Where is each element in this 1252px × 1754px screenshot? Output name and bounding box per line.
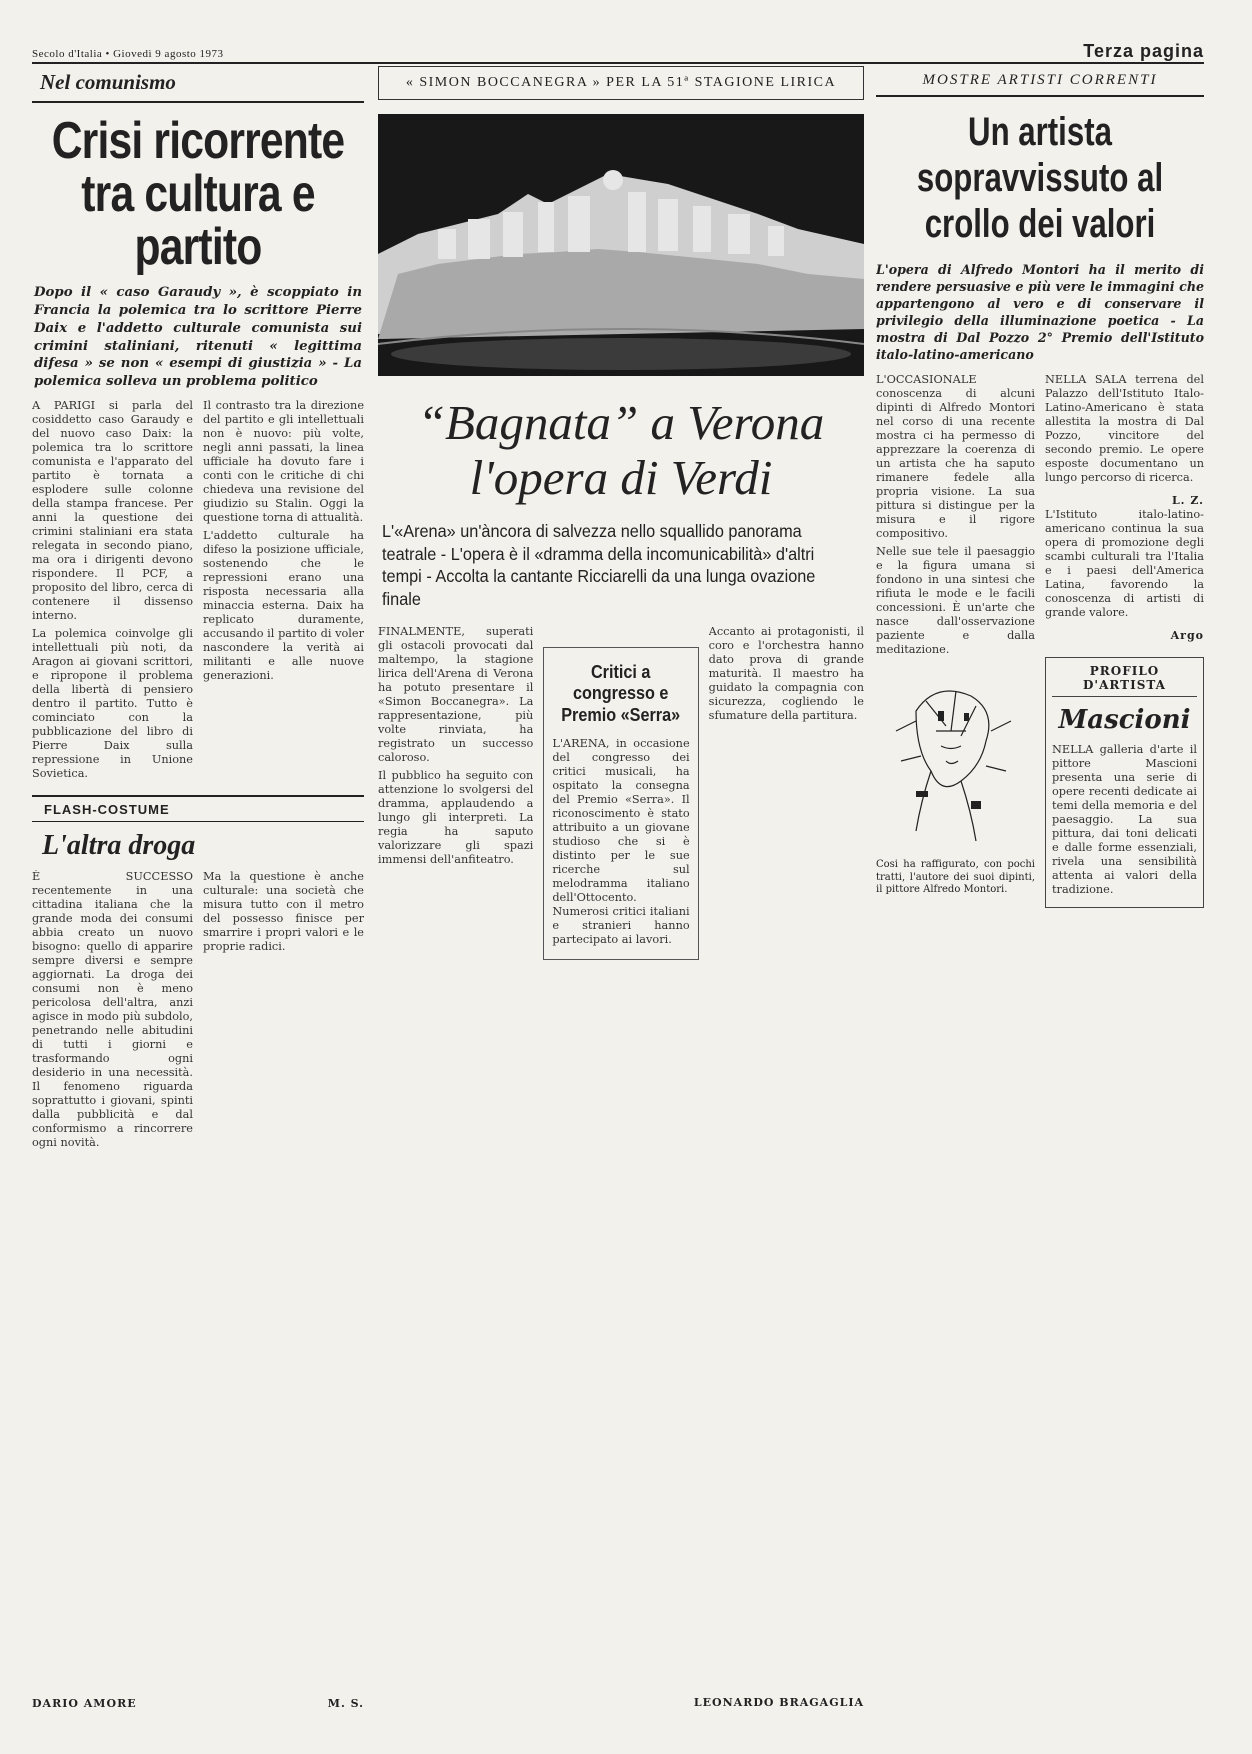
opera-stage-photo xyxy=(378,114,864,376)
article3-kicker: MOSTRE ARTISTI CORRENTI xyxy=(876,66,1204,97)
article1-body-d: L'addetto culturale ha difeso la posizione ufficiale, sostenendo che le repressioni erano una risposta necessaria alla minaccia esterna. Daix ha replicato duramente, accusando il partito di voler nascondere la verità ai militanti e alle nuove generazioni. xyxy=(203,528,364,682)
article2-headline-line1: “Bagnata” a Verona xyxy=(417,395,825,450)
article3-body-d: L'Istituto italo-latino-americano continua la sua opera di promozione degli scambi culturali tra l'Italia e i paesi dell'America Latina, favorendo la conoscenza di artisti di grande valore. xyxy=(1045,508,1204,619)
article3-body-c: NELLA SALA terrena del Palazzo dell'Istituto Italo-Latino-Americano è stata allestita la mostra di Dal Pozzo, vincitore del secondo premio. Le opere esposte documentano un lungo percorso di ricerca. xyxy=(1045,373,1204,484)
profile-body: NELLA galleria d'arte il pittore Mascioni presenta una serie di opere recenti dedicate ai temi della memoria e del paesaggio. La sua pittura, dai toni delicati e dalle forme essenziali, rivela una sensibilità attenta ai valori della tradizione. xyxy=(1052,743,1197,896)
profile-kicker: PROFILO D'ARTISTA xyxy=(1052,664,1197,697)
flash-body-a: È SUCCESSO recentemente in una cittadina italiana che la grande moda dei consumi abbia creato un nuovo bisogno: quello di apparire sempre diversi e sempre aggiornati. La droga dei consumi non è meno pericolosa dell'altra, anzi agisce in modo più subdolo, penetrando nelle abitudini di tutti i giorni e trasformando ogni desiderio in una necessità. Il fenomeno riguarda soprattutto i giovani, spinti dalla pubblicità e dal conformismo a rincorrere ogni novità. xyxy=(32,869,193,1149)
flash-headline: L'altra droga xyxy=(42,829,196,861)
signature-right: M. S. xyxy=(327,1697,364,1710)
article2-body-b: Il pubblico ha seguito con attenzione lo svolgersi del dramma, applaudendo a lungo gli interpreti. La regia ha saputo valorizzare gli spazi immensi dell'anfiteatro. xyxy=(378,768,534,866)
article2-standfirst: L'«Arena» un'àncora di salvezza nello squallido panorama teatrale - L'opera è il «dramma della incomunicabilità» d'altri tempi - Accolta la cantante Ricciarelli da una lunga ovazione finale xyxy=(382,520,816,609)
page-header xyxy=(32,42,1204,64)
article1-body xyxy=(32,399,364,785)
article3-standfirst: L'opera di Alfredo Montori ha il merito di rendere persuasive e più vere le immagini che appartengono al vero e di conservare il privilegio della illuminazione poetica - La mostra di Dal Pozzo 2° Premio dell'Istituto italo-latino-americano xyxy=(876,262,1204,362)
article2-headline-line2: l'opera di Verdi xyxy=(469,449,773,505)
article3-body-b: Nelle sue tele il paesaggio e la figura umana si fondono in una sintesi che rifiuta le mode e le facili concessioni. È un'arte che nasce dall'osservazione paziente e dalla meditazione. xyxy=(876,545,1035,656)
article1-body-c: Il contrasto tra la direzione del partito e gli intellettuali non è nuovo: più volte, negli anni passati, la linea ufficiale ha dovuto fare i conti con le critiche di chi chiedeva una revisione del giudizio su Stalin. Oggi la questione torna di attualità. xyxy=(203,398,364,524)
flash-body xyxy=(32,870,364,1154)
article3-sig2: Argo xyxy=(1170,629,1204,642)
article2-body-a: FINALMENTE, superati gli ostacoli provocati dal maltempo, la stagione lirica dell'Arena di Verona ha potuto presentare il «Simon Boccanegra». La rappresentazione, più volte rinviata, ha registrato un successo caloroso. xyxy=(378,624,534,764)
column-center xyxy=(378,66,864,1716)
profile-name: Mascioni xyxy=(1058,705,1191,735)
critics-box-title: Critici a congresso e Premio «Serra» xyxy=(561,661,681,725)
column-left xyxy=(32,66,364,1716)
critics-box-body: L'ARENA, in occasione del congresso dei critici musicali, ha ospitato la consegna del Premio «Serra». Il riconoscimento è stato attribuito a un giovane studioso che si è distinto per le sue ricerche sul melodramma italiano dell'Ottocento. Numerosi critici italiani e stranieri hanno partecipato ai lavori. xyxy=(552,736,690,946)
opera-stage-illustration xyxy=(378,114,864,376)
flash-body-b: Ma la questione è anche culturale: una società che misura tutto con il metro del possesso finisce per smarrire i propri valori e le proprie radici. xyxy=(203,869,364,953)
header-masthead: Secolo d'Italia • Giovedì 9 agosto 1973 xyxy=(32,48,224,60)
profile-box xyxy=(1045,657,1204,908)
signature-left: DARIO AMORE xyxy=(32,1697,137,1710)
article1-standfirst: Dopo il « caso Garaudy », è scoppiato in Francia la polemica tra lo scrittore Pierre Daix e l'addetto culturale comunista sui crimini staliniani, ritenuti « legittima difesa » se non « esempi di giustizia » - La polemica solleva un problema politico xyxy=(34,285,362,390)
sketch-caption: Cosi ha raffigurato, con pochi tratti, l'autore dei suoi dipinti, il pittore Alfredo Montori. xyxy=(876,859,1035,895)
column-right xyxy=(876,66,1204,1716)
article1-body-b: La polemica coinvolge gli intellettuali più noti, da Aragon ai giovani scrittori, e ripropone il problema della libertà di pensiero dentro il partito. Tutto è cominciato con la pubblicazione del libro di Pierre Daix sulla repressione in Unione Sovietica. xyxy=(32,626,193,780)
montori-sketch-illustration xyxy=(876,671,1026,851)
article1-body-a: A PARIGI si parla del cosiddetto caso Garaudy e del nuovo caso Daix: la polemica tra lo scrittore comunista e l'apparato del partito è tornata a esplodere sulle colonne della stampa francese. Per anni la questione dei crimini staliniani era stata relegata in secondo piano, ma ora i dirigenti devono rispondere. Il PCF, a proposito del libro, cerca di contenere il dissenso interno. xyxy=(32,398,193,622)
critics-box xyxy=(543,647,698,960)
article3-sig1: L. Z. xyxy=(1171,494,1204,507)
article2-kicker: « SIMON BOCCANEGRA » PER LA 51ª STAGIONE LIRICA xyxy=(378,66,864,100)
flash-kicker: FLASH-COSTUME xyxy=(32,795,364,822)
article1-kicker: Nel comunismo xyxy=(32,66,364,103)
header-section-title: Terza pagina xyxy=(1083,41,1204,61)
article2-signature: LEONARDO BRAGAGLIA xyxy=(693,1696,864,1709)
article2-body-c: Accanto ai protagonisti, il coro e l'orchestra hanno dato prova di grande maturità. Il maestro ha guidato la compagnia con sicurezza, cogliendo le sfumature della partitura. xyxy=(708,624,864,722)
article2-body xyxy=(378,625,864,968)
article1-headline: Crisi ricorrente tra cultura e partito xyxy=(51,112,345,277)
article2-headline xyxy=(378,396,864,506)
article3-headline: Un artista sopravvissuto al crollo dei valori xyxy=(916,110,1164,246)
article3-body-a: L'OCCASIONALE conoscenza di alcuni dipinti di Alfredo Montori nel corso di una recente mostra ci ha permesso di apprezzare la coerenza di un artista che ha saputo rimanere fedele alla propria visione. La sua pittura si distingue per la misura e il rigore compositivo. xyxy=(876,373,1035,540)
article3-body xyxy=(876,373,1204,908)
